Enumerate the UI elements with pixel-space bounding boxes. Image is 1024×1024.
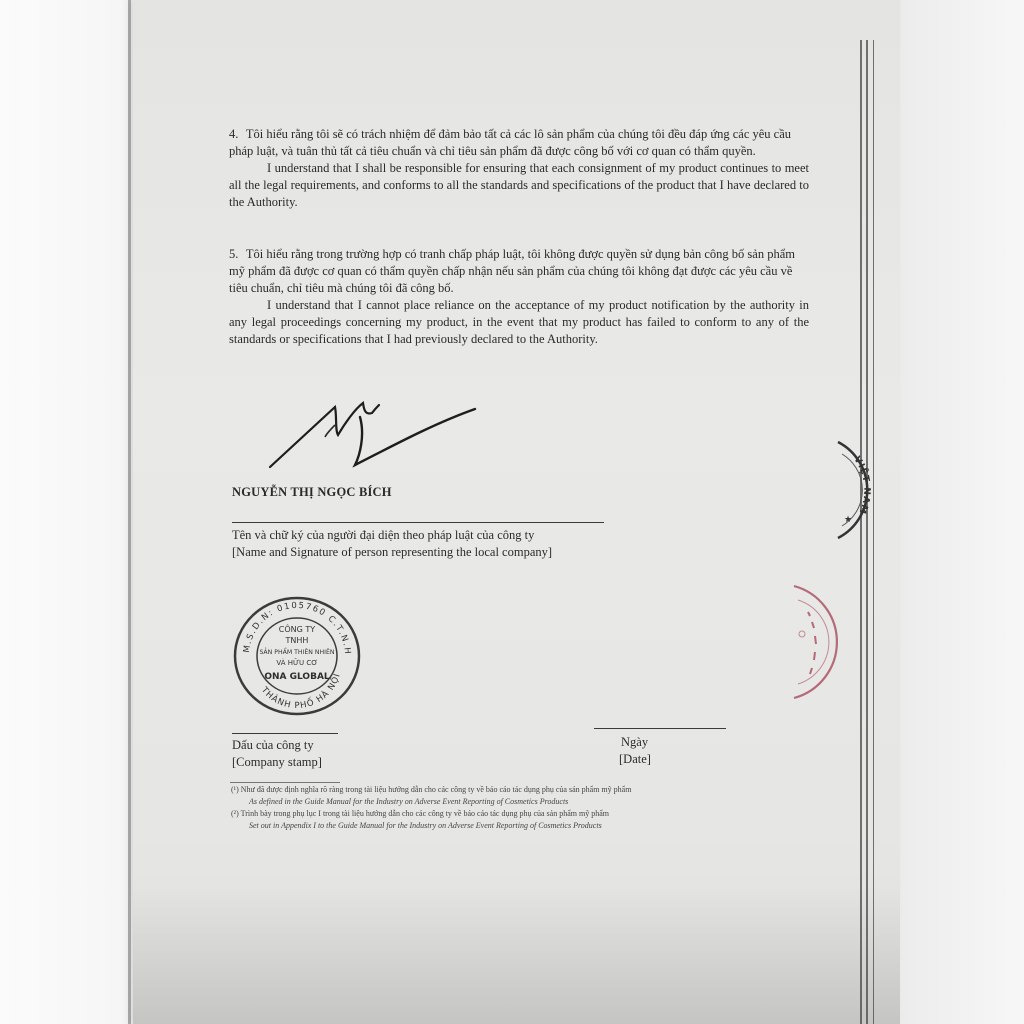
footnote-2-en: Set out in Appendix I to the Guide Manual for the Industry on Adverse Event Reporting of Cosmetics Products — [249, 821, 602, 830]
clause-number: 5. — [229, 247, 239, 261]
red-seal-partial — [788, 582, 838, 702]
clause-4-vn — [229, 126, 809, 160]
footnote-2-vn: (²) Trình bày trong phụ lục I trong tài liệu hướng dẫn cho các công ty về báo cáo tác dụng phụ của sản phẩm mỹ phẩm — [231, 809, 609, 818]
page-edge — [128, 0, 131, 1024]
clause-5-en: I understand that I cannot place reliance on the acceptance of my product notification by the authority in any legal proceedings concerning my product, in the event that my product has failed to conform to any of the standards or specifications that I had previously declared to the Authority. — [229, 298, 809, 346]
clause-5 — [229, 246, 809, 348]
stamp-line2: TNHH — [285, 636, 309, 645]
stamp-bottom-text: THÀNH PHỐ HÀ NỘI — [259, 672, 343, 712]
seal-right-text: VIỆT NAM — [851, 454, 872, 516]
stamp-line5: ONA GLOBAL — [264, 672, 330, 682]
stamp-line4: VÀ HỮU CƠ — [276, 659, 318, 667]
stamp-label-en: [Company stamp] — [232, 755, 322, 769]
company-stamp — [227, 590, 367, 720]
clause-number: 4. — [229, 127, 239, 141]
clause-4-en: I understand that I shall be responsible for ensuring that each consignment of my product continues to meet all the legal requirements, and conforms to all the standards and specifications of the product that I have declared to the Authority. — [229, 161, 809, 209]
stamp-line1: CÔNG TY — [278, 625, 316, 634]
star-icon: ★ — [844, 514, 853, 524]
date-label-vn: Ngày — [621, 735, 649, 749]
signatory-label-vn: Tên và chữ ký của người đại diện theo pháp luật của công ty — [232, 528, 535, 542]
clause-vn-text: Tôi hiểu rằng tôi sẽ có trách nhiệm để đảm bảo tất cả các lô sản phẩm của chúng tôi đều đáp ứng các yêu cầu pháp luật, và tuân thủ tất cả tiêu chuẩn và chỉ tiêu sản phẩm đã được công bố với cơ quan có thẩm quyền. — [229, 127, 792, 158]
stamp-line3: SẢN PHẨM THIÊN NHIÊN — [259, 649, 335, 656]
svg-text:VIỆT NAM — [851, 455, 871, 516]
clause-5-vn — [229, 246, 809, 297]
stamp-ring-text: M.S.D.N: 0105760 C.T.N.H — [241, 600, 353, 656]
footnotes — [231, 784, 801, 832]
footnote-1-en: As defined in the Guide Manual for the Industry on Adverse Event Reporting of Cosmetics Products — [249, 797, 569, 806]
stamp-label-vn: Dấu của công ty — [232, 738, 314, 752]
stamp-line — [232, 733, 338, 734]
handwritten-signature — [265, 395, 485, 475]
signatory-label-en: [Name and Signature of person representing the local company] — [232, 545, 553, 559]
clause-vn-text: Tôi hiểu rằng trong trường hợp có tranh chấp pháp luật, tôi không được quyền sử dụng bản công bố sản phẩm mỹ phẩm đã được cơ quan có thẩm quyền chấp nhận nếu sản phẩm của chúng tôi không đạt được các yêu cầu về tiêu chuẩn, chỉ tiêu mà chúng tôi đã công bố. — [229, 247, 795, 295]
seal-right-partial — [832, 438, 882, 542]
signatory-name: NGUYỄN THỊ NGỌC BÍCH — [232, 485, 392, 499]
date-line — [594, 728, 726, 729]
clause-4 — [229, 126, 809, 211]
date-label-en: [Date] — [619, 752, 651, 766]
footnote-1-vn: (¹) Như đã được định nghĩa rõ ràng trong tài liệu hướng dẫn cho các công ty về báo cáo tác dụng phụ của sản phẩm mỹ phẩm — [231, 785, 632, 794]
signature-line — [232, 522, 604, 523]
footnote-separator — [230, 782, 340, 783]
